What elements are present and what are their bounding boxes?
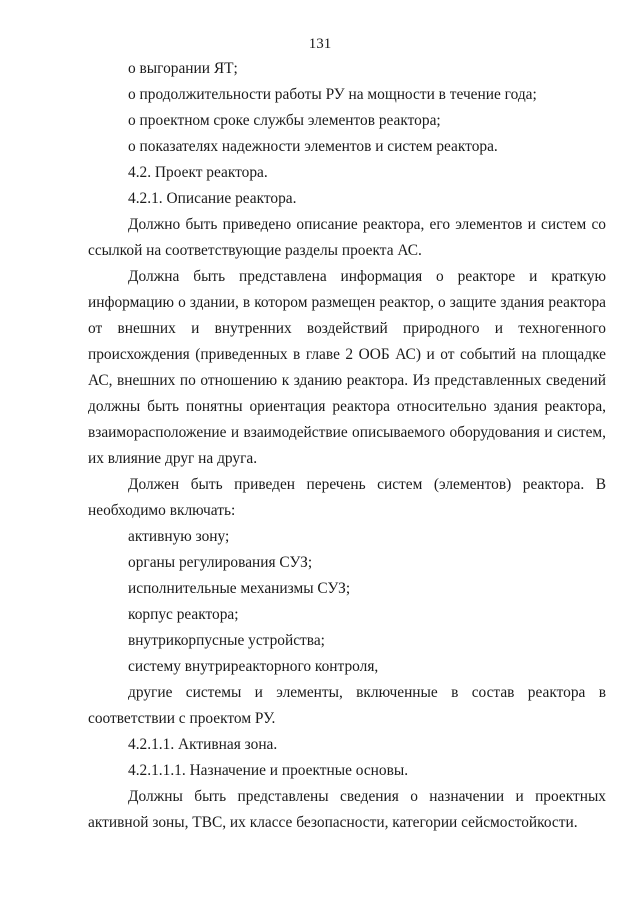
text-line: 4.2. Проект реактора. (128, 164, 268, 181)
text-line: их влияние друг на друга. (88, 450, 258, 467)
text-line: АС, внешних по отношению к зданию реактора. Из представленных сведений (88, 372, 606, 389)
text-line: 4.2.1. Описание реактора. (128, 190, 297, 207)
text-line: о проектном сроке службы элементов реактора; (128, 112, 441, 129)
page-number: 131 (308, 36, 332, 52)
text-line: ссылкой на соответствующие разделы проекта АС. (88, 242, 422, 259)
text-line: необходимо включать: (88, 502, 236, 519)
text-line: исполнительные механизмы СУЗ; (128, 580, 351, 597)
text-line: Должна быть представлена информация о реакторе и краткую (128, 268, 606, 285)
text-line: другие системы и элементы, включенные в состав реактора в (128, 684, 606, 701)
text-line: взаиморасположение и взаимодействие описываемого оборудования и систем, (88, 424, 606, 441)
text-line: корпус реактора; (128, 606, 239, 623)
text-line: 4.2.1.1.1. Назначение и проектные основы. (128, 762, 409, 779)
text-line: должны быть понятны ориентация реактора относительно здания реактора, (88, 398, 606, 415)
document-body (88, 56, 606, 836)
text-line: внутрикорпусные устройства; (128, 632, 325, 649)
text-line: Должны быть представлены сведения о назначении и проектных (128, 788, 606, 805)
text-line: систему внутриреакторного контроля, (128, 658, 379, 675)
text-line: происхождения (приведенных в главе 2 ООБ АС) и от событий на площадке (88, 346, 606, 363)
text-line: 4.2.1.1. Активная зона. (128, 736, 278, 753)
text-line: активную зону; (128, 528, 230, 545)
text-line: о показателях надежности элементов и систем реактора. (128, 138, 498, 155)
text-line: органы регулирования СУЗ; (128, 554, 313, 571)
text-line: соответствии с проектом РУ. (88, 710, 276, 727)
text-line: Должно быть приведено описание реактора, его элементов и систем со (128, 216, 606, 233)
text-line: о выгорании ЯТ; (128, 60, 238, 77)
text-line: информацию о здании, в котором размещен реактор, о защите здания реактора (88, 294, 606, 311)
text-line: от внешних и внутренних воздействий природного и техногенного (88, 320, 606, 337)
text-line: активной зоны, ТВС, их классе безопасности, категории сейсмостойкости. (88, 814, 578, 831)
text-line: Должен быть приведен перечень систем (элементов) реактора. В (128, 476, 606, 493)
text-line: о продолжительности работы РУ на мощности в течение года; (128, 86, 537, 103)
